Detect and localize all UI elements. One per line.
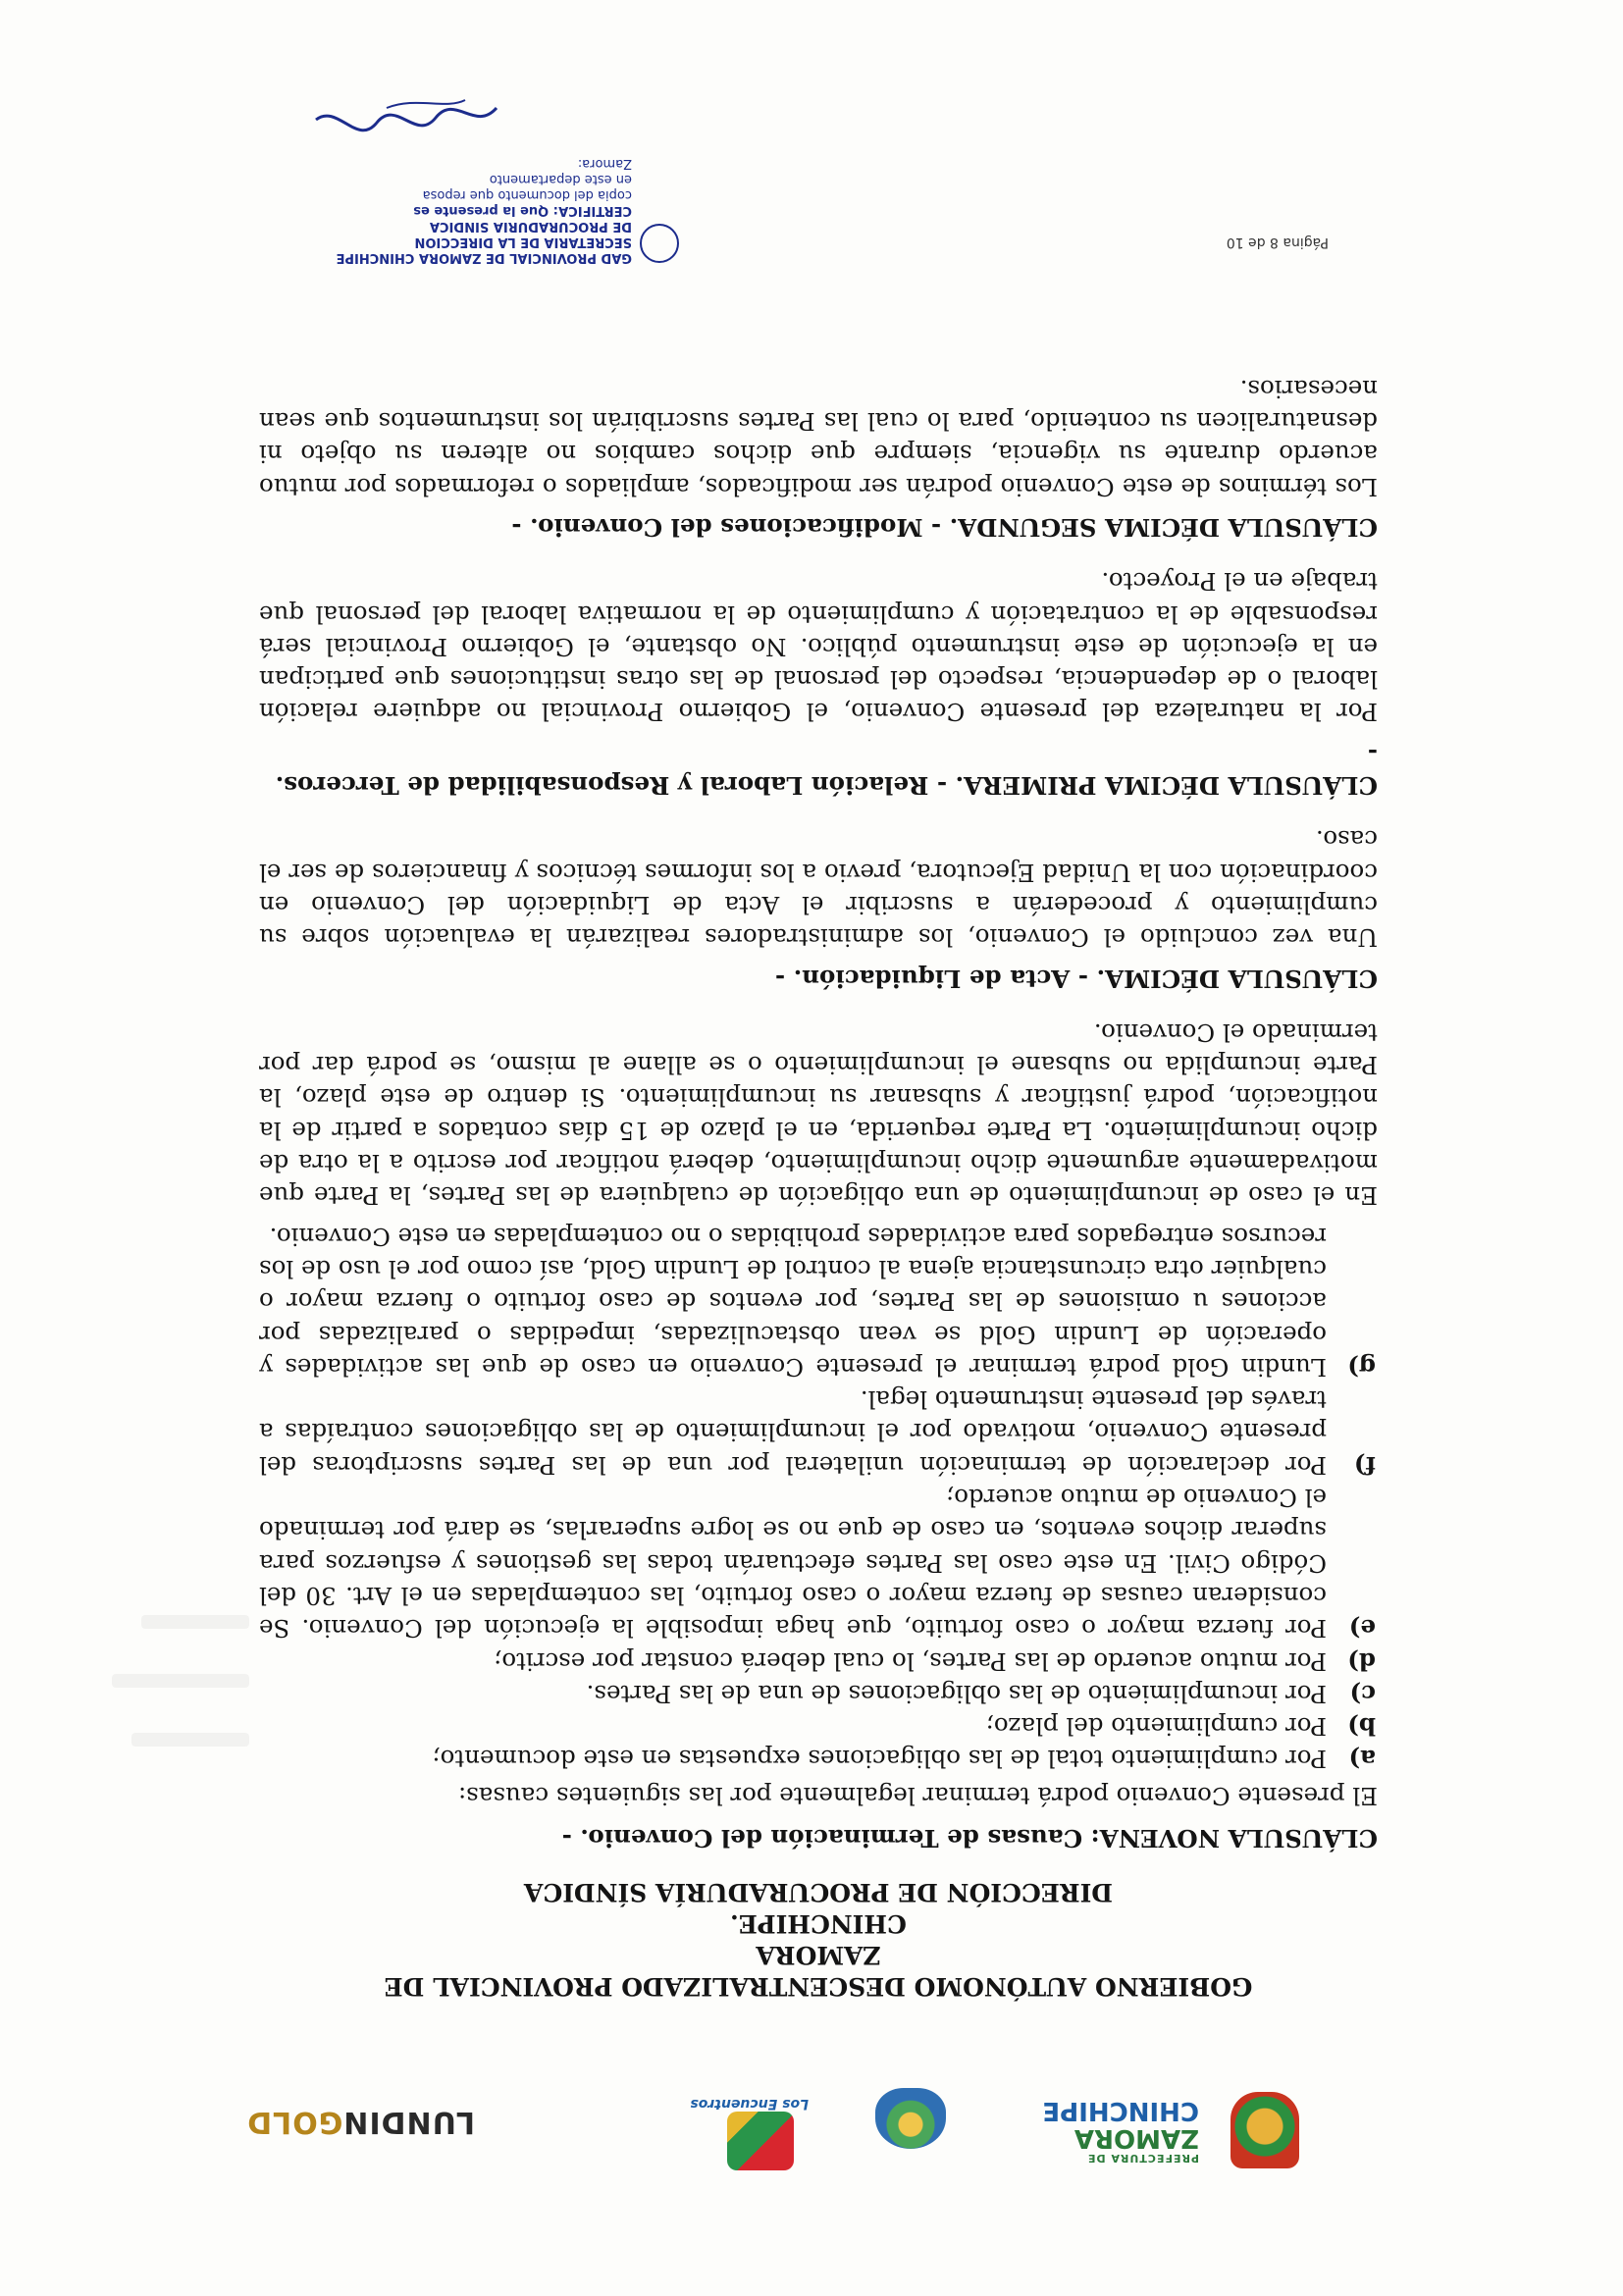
stamp-line: en este departamento xyxy=(489,172,632,186)
clause-9-paragraph: En el caso de incumplimiento de una obligación de cualquiera de las Partes, la Parte que motivadamente argumente dicho incumplimiento, deberá notificar por escrito a la otra de dicho incumplimiento. La Parte requerida, en el plazo de 15 días contados a partir de la notificación, podrá justificar y subsanar su incumplimiento. Si dentro de este plazo, la Parte incumplida no subsane el incumplimiento o se allane al mismo, se podrá dar por terminado el Convenio. xyxy=(259,1018,1378,1211)
stamp-line: copia del documento que reposa xyxy=(422,187,632,202)
logo-prefectura-label: PREFECTURA DE xyxy=(1086,2152,1199,2165)
lundin-gold-logo xyxy=(246,2105,475,2139)
termination-causes-list xyxy=(259,1220,1378,1775)
province-emblem-logo xyxy=(875,2088,946,2149)
logo-los-encuentros-text: Los Encuentros xyxy=(690,2096,809,2112)
cause-letter: c) xyxy=(1349,1679,1376,1708)
cause-text: Por incumplimiento de las obligaciones de una de las Partes. xyxy=(586,1679,1327,1708)
clause-10-title: CLÁUSULA DÉCIMA. - Acta de Liquidación. - xyxy=(775,964,1378,993)
page-number: Página 8 de 10 xyxy=(1226,235,1329,250)
cause-letter: e) xyxy=(1348,1614,1376,1644)
org-line: GOBIERNO AUTÓNOMO DESCENTRALIZADO PROVINCIAL DE ZAMORA xyxy=(384,1941,1253,2001)
clause-11-title: CLÁUSULA DÉCIMA PRIMERA. - Relación Laboral y Responsabilidad de Terceros. - xyxy=(275,738,1378,801)
logo-lundin-text: LUNDIN xyxy=(342,2105,475,2139)
stamp-line: DE PROCURADURIA SINDICA xyxy=(429,219,632,234)
stamp-line: Zamora: xyxy=(577,156,632,171)
cause-letter: b) xyxy=(1347,1712,1376,1742)
document-body xyxy=(259,365,1378,2002)
organization-heading xyxy=(259,1876,1378,2002)
cause-item xyxy=(259,1644,1378,1677)
clause-11-paragraph: Por la naturaleza del presente Convenio, el Gobierno Provincial no adquiere relación laboral o de dependencia, respecto del personal de las otras instituciones que participan en la ejecución de este instrumento público. No obstante, el Gobierno Provincial será responsable de la contratación y cumplimiento de la normativa laboral del personal que trabaje en el Proyecto. xyxy=(259,567,1378,727)
clause-10-paragraph: Una vez concluido el Convenio, los administradores realizarán la evaluación sobre su cumplimiento y procederán a suscribir el Acta de Liquidación del Convenio en coordinación con la Unidad Ejecutora, previo a los informes técnicos y financieros de ser el caso. xyxy=(259,825,1378,953)
bleed-mark xyxy=(112,1674,249,1688)
cause-text: Por fuerza mayor o caso fortuito, que haga imposible la ejecución del Convenio. Se consideran causas de fuerza mayor o caso fortuito, las contempladas en el Art. 30 del Código Civil. En este caso las Partes efectuarán todas las gestiones y esfuerzos para superar dichos eventos, en caso de que no se logre superarlas, se dará por terminado el Convenio de mutuo acuerdo; xyxy=(259,1484,1327,1644)
header-logos xyxy=(246,2061,1329,2178)
org-line: DIRECCIÓN DE PROCURADURÍA SÍNDICA xyxy=(524,1878,1114,1906)
los-encuentros-logo xyxy=(727,2112,794,2170)
stamp-seal-icon xyxy=(640,224,679,263)
cause-item xyxy=(259,1220,1378,1383)
cause-text: Lundin Gold podrá terminar el presente Convenio en caso de que las actividades y operación de Lundin Gold se vean obstaculizadas, impedidas o paralizadas por acciones u omisiones de las Partes, por eventos de caso fortuito o fuerza mayor o cualquier otra circunstancia ajena al control de Lundin Gold, así como por el uso de los recursos entregados para actividades prohibidas o no contempladas en este Convenio. xyxy=(259,1222,1327,1382)
signature-mark xyxy=(308,88,504,137)
logo-gold-text: GOLD xyxy=(246,2105,343,2139)
certification-stamp xyxy=(308,155,632,265)
cause-item xyxy=(259,1743,1378,1775)
clause-9-title: CLÁUSULA NOVENA: Causas de Terminación del Convenio. - xyxy=(561,1824,1378,1852)
stamp-line: GAD PROVINCIAL DE ZAMORA CHINCHIPE xyxy=(336,250,632,265)
cause-text: Por cumplimiento total de las obligaciones expuestas en este documento; xyxy=(432,1745,1327,1774)
cause-text: Por declaración de terminación unilateral por una de las Partes suscriptoras del presente Convenio, motivado por el incumplimiento de las obligaciones contraídas a través del presente instrumento legal. xyxy=(259,1385,1327,1480)
logo-zamora-text: ZAMORA xyxy=(1073,2123,1199,2153)
clause-9-intro: El presente Convenio podrá terminar legalmente por las siguientes causas: xyxy=(457,1781,1378,1810)
logo-chinchipe-text: CHINCHIPE xyxy=(1042,2096,1199,2125)
org-line: CHINCHIPE. xyxy=(730,1909,907,1938)
cause-text: Por cumplimiento del plazo; xyxy=(985,1712,1327,1742)
clause-12-paragraph: Los términos de este Convenio podrán ser modificados, ampliados o reformados por mutuo acuerdo durante su vigencia, siempre que dichos cambios no alteren su objeto ni desnaturalicen su contenido, para lo cual las Partes suscribirán los instrumentos que sean necesarios. xyxy=(259,374,1378,501)
cause-text: Por mutuo acuerdo de las Partes, lo cual deberá constar por escrito; xyxy=(494,1646,1327,1676)
bleed-mark xyxy=(141,1615,249,1629)
stamp-line: SECRETARIA DE LA DIRECCION xyxy=(414,235,632,249)
cause-item xyxy=(259,1678,1378,1710)
cause-letter: d) xyxy=(1347,1646,1376,1676)
clause-12-title: CLÁUSULA DÉCIMA SEGUNDA. - Modificaciones del Convenio. - xyxy=(511,513,1378,543)
prefectura-shield-logo xyxy=(1230,2092,1299,2168)
cause-item xyxy=(259,1482,1378,1644)
cause-letter: a) xyxy=(1348,1745,1376,1774)
cause-letter: g) xyxy=(1347,1352,1376,1382)
cause-item xyxy=(259,1710,1378,1743)
stamp-line: CERTIFICA: Que la presente es xyxy=(413,203,632,218)
cause-letter: f) xyxy=(1353,1450,1376,1480)
bleed-mark xyxy=(131,1733,249,1747)
cause-item xyxy=(259,1383,1378,1482)
